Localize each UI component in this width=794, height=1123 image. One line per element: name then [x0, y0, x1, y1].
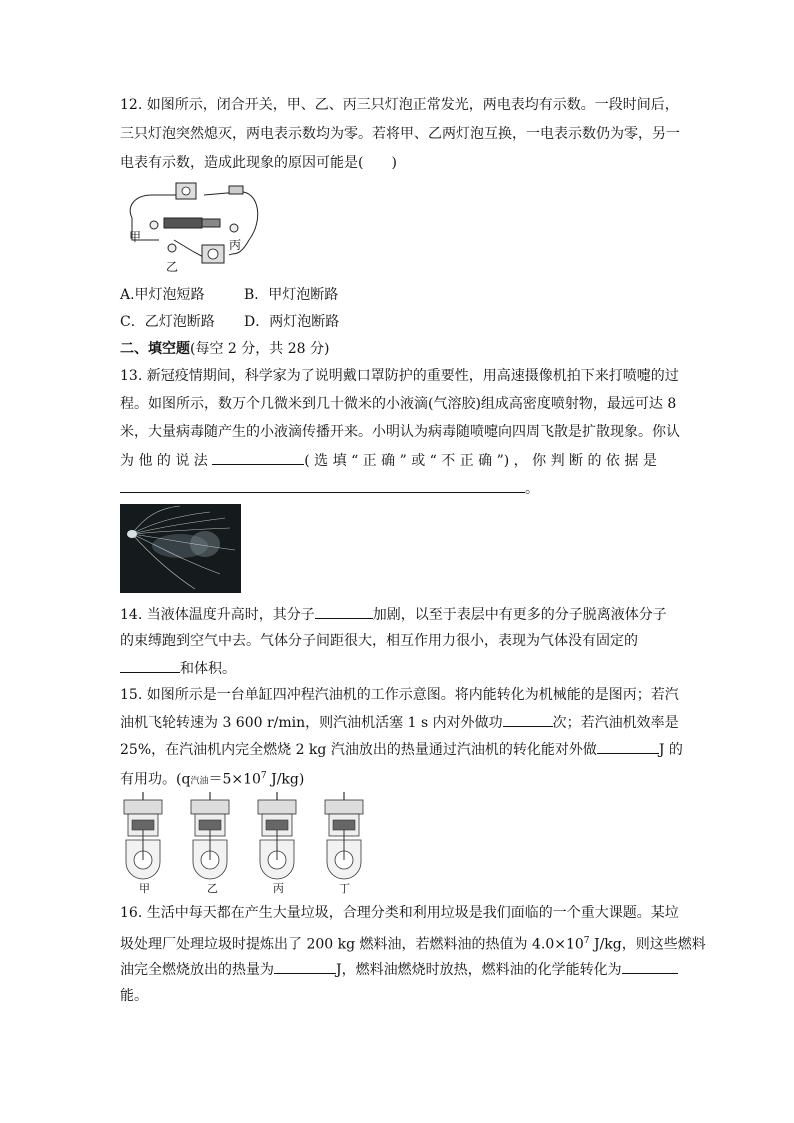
q16-line4: 能。 — [120, 988, 148, 1004]
q15-text-g: J/kg) — [266, 771, 305, 788]
q13-end: 。 — [525, 481, 539, 497]
q12-line3: 电表有示数，造成此现象的原因可能是( ) — [120, 155, 397, 171]
q14-text-c: 和体积。 — [180, 661, 236, 677]
label-yi: 乙 — [166, 260, 179, 274]
q13-blank-reason[interactable] — [120, 478, 525, 493]
q13-blank-correct[interactable] — [212, 450, 304, 465]
circuit-diagram — [124, 180, 264, 275]
section-title: 二、填空题 — [120, 341, 190, 357]
q13-line3: 米，大量病毒随产生的小液滴传播开来。小明认为病毒随喷嚏向四周飞散是扩散现象。你认 — [120, 424, 680, 440]
engine-strokes-figure — [118, 790, 378, 890]
q15-text-d: J 的 — [658, 742, 683, 758]
q14-line3 — [120, 658, 680, 679]
q15-text-f: ＝5×10 — [208, 771, 261, 788]
q13-line4 — [120, 450, 680, 471]
engine-label-ding: 丁 — [339, 882, 350, 895]
q12-options-row2 — [120, 312, 680, 332]
section-heading — [120, 339, 680, 359]
option-b[interactable]: B．甲灯泡断路 — [244, 287, 339, 303]
q15-text-c: 25%，在汽油机内完全燃烧 2 kg 汽油放出的热量通过汽油机的转化能对外做 — [120, 742, 597, 758]
q13-line5 — [120, 478, 680, 499]
q15-text-b: 次；若汽油机效率是 — [552, 715, 679, 731]
q15-line2 — [120, 712, 680, 733]
q12-options-row1 — [120, 285, 680, 305]
q16-text-d: J，燃料油燃烧时放热，燃料油的化学能转化为 — [336, 962, 622, 978]
option-d[interactable]: D．两灯泡断路 — [244, 314, 340, 330]
q16-line2 — [120, 931, 706, 955]
q15-blank-work[interactable] — [597, 739, 659, 754]
q15-line4 — [120, 766, 680, 792]
q16-line1: 16. 生活中每天都在产生大量垃圾，合理分类和利用垃圾是我们面临的一个重大课题。某垃 — [120, 905, 679, 921]
q15-sup: 7 — [260, 771, 267, 781]
engine-label-yi: 乙 — [207, 882, 218, 895]
option-a[interactable]: A.甲灯泡短路 — [120, 287, 205, 303]
q16-sup: 7 — [583, 936, 590, 946]
q15-text-e: 有用功。(q — [120, 771, 191, 788]
q16-text-b: J/kg，则这些燃料 — [589, 936, 706, 953]
q16-text-c: 油完全燃烧放出的热量为 — [120, 962, 274, 978]
q15-blank-times[interactable] — [503, 712, 553, 727]
label-bing: 丙 — [229, 238, 242, 252]
q14-text-a: 14. 当液体温度升高时，其分子 — [120, 607, 315, 623]
q14-blank-shape[interactable] — [120, 658, 180, 673]
q14-blank-motion[interactable] — [315, 604, 373, 619]
q15-line3 — [120, 739, 683, 760]
q15-text-a: 油机飞轮转速为 3 600 r/min，则汽油机活塞 1 s 内对外做功 — [120, 715, 503, 731]
q16-text-a: 圾处理厂处理垃圾时提炼出了 200 kg 燃料油，若燃料油的热值为 4.0×10 — [120, 936, 584, 953]
q14-line1 — [120, 604, 680, 625]
q13-line1: 13. 新冠疫情期间，科学家为了说明戴口罩防护的重要性，用高速摄像机拍下来打喷嚏的过 — [120, 368, 679, 384]
q15-sub: 汽油 — [190, 776, 209, 787]
engine-label-jia: 甲 — [139, 882, 150, 895]
q12-line1: 12. 如图所示，闭合开关，甲、乙、丙三只灯泡正常发光，两电表均有示数。一段时间后， — [120, 97, 679, 113]
option-c[interactable]: C．乙灯泡断路 — [120, 314, 215, 330]
section-note: (每空 2 分，共 28 分) — [190, 341, 330, 357]
q12-line2: 三只灯泡突然熄灭，两电表示数均为零。若将甲、乙两灯泡互换，一电表示数仍为零，另一 — [120, 126, 680, 142]
q13-line2: 程。如图所示，数万个几微米到几十微米的小液滴(气溶胶)组成高密度喷射物，最远可达 8 — [120, 396, 677, 412]
label-jia: 甲 — [129, 230, 142, 244]
engine-label-bing: 丙 — [273, 882, 284, 895]
q13-text-a: 为 他 的 说 法 — [120, 453, 208, 469]
q16-blank-heat[interactable] — [274, 959, 336, 974]
q14-text-b: 加剧，以至于表层中有更多的分子脱离液体分子 — [372, 607, 667, 623]
q13-text-b: ( 选 填 “ 正 确 ” 或 “ 不 正 确 ”) ， 你 判 断 的 依 据 是 — [304, 453, 657, 469]
q15-line1: 15. 如图所示是一台单缸四冲程汽油机的工作示意图。将内能转化为机械能的是图丙；若汽 — [120, 687, 679, 703]
q16-line3 — [120, 959, 680, 980]
q14-line2: 的束缚跑到空气中去。气体分子间距很大，相互作用力很小，表现为气体没有固定的 — [120, 633, 638, 649]
sneeze-photo — [120, 504, 241, 593]
q16-blank-energy[interactable] — [622, 959, 678, 974]
